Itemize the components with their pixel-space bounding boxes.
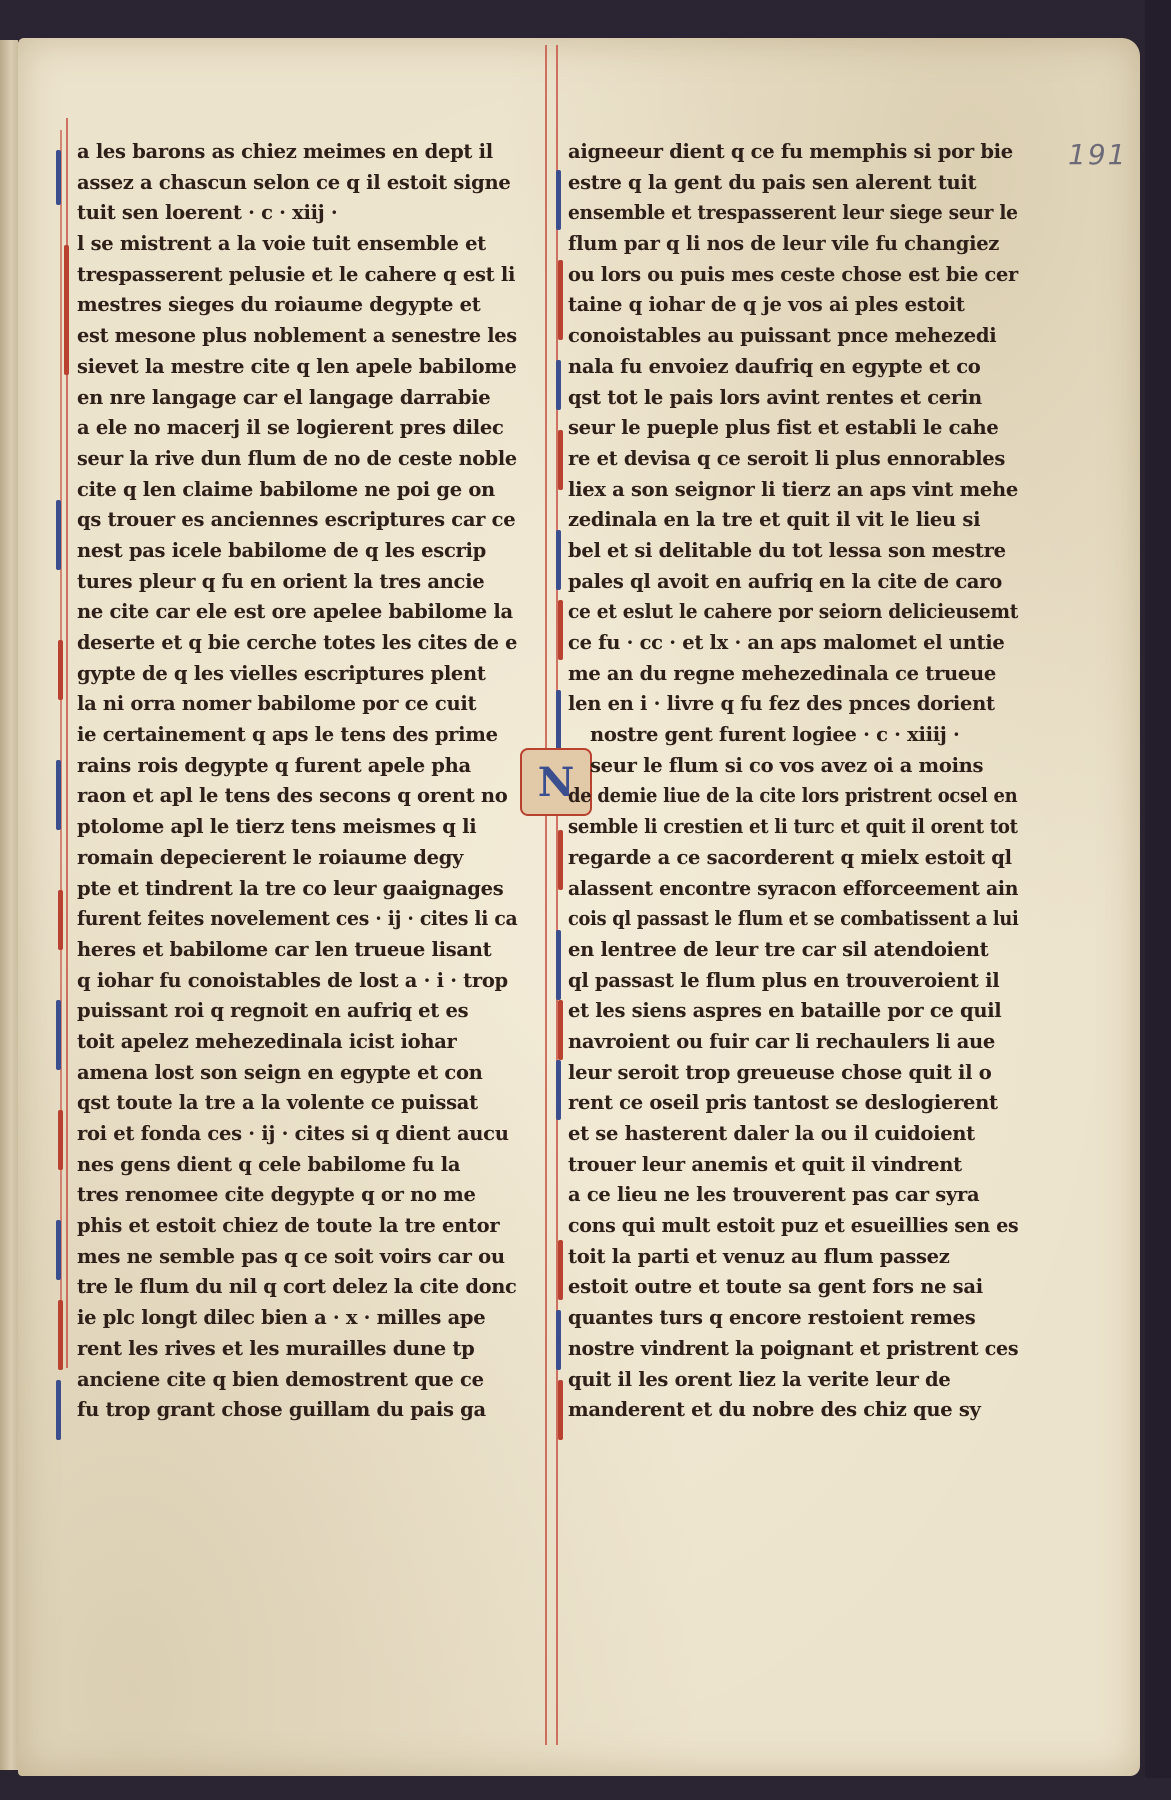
manuscript-line: amena lost son seign en egypte et con	[77, 1060, 483, 1084]
paragraph-marker	[56, 1380, 61, 1440]
manuscript-line: ensemble et trespasserent leur siege seur le	[568, 201, 1018, 225]
right-text-column	[568, 137, 1018, 1426]
manuscript-line: alassent encontre syracon efforceement ain	[568, 876, 1019, 900]
manuscript-line: conoistables au puissant pnce mehezedi	[568, 324, 997, 348]
background-bottom	[0, 1778, 1171, 1800]
manuscript-line: len en i · livre q fu fez des pnces dorient	[568, 692, 995, 716]
manuscript-line: pte et tindrent la tre co leur gaaignages	[77, 876, 504, 900]
manuscript-line: quit il les orent liez la verite leur de	[568, 1367, 951, 1391]
manuscript-line: ie certainement q aps le tens des prime	[77, 723, 498, 747]
paragraph-marker	[56, 150, 61, 205]
manuscript-line: ie plc longt dilec bien a · x · milles ape	[77, 1306, 486, 1330]
paragraph-marker	[56, 760, 61, 830]
manuscript-line: ce et eslut le cahere por seiorn delicieusemt	[568, 600, 1019, 624]
paragraph-marker	[556, 530, 561, 590]
manuscript-line: en nre langage car el langage darrabie	[77, 385, 491, 409]
decorated-initial: N	[520, 748, 592, 816]
manuscript-line: de demie liue de la cite lors pristrent ocsel en	[568, 784, 1018, 808]
paragraph-marker	[558, 830, 563, 890]
paragraph-marker	[56, 500, 61, 570]
manuscript-line: et les siens aspres en bataille por ce quil	[568, 999, 1002, 1023]
manuscript-line: raon et apl le tens des secons q orent no	[77, 784, 508, 808]
manuscript-line: nes gens dient q cele babilome fu la	[77, 1152, 461, 1176]
manuscript-line: manderent et du nobre des chiz que sy	[568, 1398, 981, 1422]
initial-letter-stroke	[64, 245, 69, 375]
manuscript-line: sievet la mestre cite q len apele babilome	[77, 354, 517, 378]
manuscript-line: flum par q li nos de leur vile fu changiez	[568, 232, 1000, 256]
manuscript-line: ne cite car ele est ore apelee babilome la	[77, 600, 513, 624]
manuscript-line: trespasserent pelusie et le cahere q est li	[77, 262, 516, 286]
manuscript-line: liex a son seignor li tierz an aps vint mehe	[568, 477, 1019, 501]
manuscript-line: heres et babilome car len trueue lisant	[77, 937, 492, 961]
manuscript-line: puissant roi q regnoit en aufriq et es	[77, 999, 469, 1023]
manuscript-line: nest pas icele babilome de q les escrip	[77, 538, 486, 562]
paragraph-marker	[556, 930, 561, 1000]
manuscript-line: seur la rive dun flum de no de ceste noble	[77, 446, 517, 470]
manuscript-line: qst tot le pais lors avint rentes et cerin	[568, 385, 982, 409]
paragraph-marker	[558, 260, 563, 340]
center-rule-left	[545, 45, 547, 1745]
manuscript-line: l se mistrent a la voie tuit ensemble et	[77, 232, 486, 256]
manuscript-line: tre le flum du nil q cort delez la cite donc	[77, 1275, 517, 1299]
manuscript-line: navroient ou fuir car li rechaulers li aue	[568, 1029, 996, 1053]
manuscript-line: qs trouer es anciennes escriptures car ce	[77, 508, 516, 532]
manuscript-line: aigneeur dient q ce fu memphis si por bie	[568, 140, 1013, 163]
manuscript-line: me an du regne mehezedinala ce trueue	[568, 661, 996, 685]
background-right	[1145, 0, 1171, 1800]
manuscript-line: ql passast le flum plus en trouveroient il	[568, 968, 1000, 992]
paragraph-marker	[556, 1310, 561, 1370]
manuscript-line: mes ne semble pas q ce soit voirs car ou	[77, 1244, 505, 1268]
manuscript-line: taine q iohar de q je vos ai ples estoit	[568, 293, 965, 317]
manuscript-line: la ni orra nomer babilome por ce cuit	[77, 692, 477, 716]
manuscript-line: seur le flum si co vos avez oi a moins	[590, 753, 984, 777]
manuscript-line: zedinala en la tre et quit il vit le lieu si	[568, 508, 981, 532]
manuscript-line: ptolome apl le tierz tens meismes q li	[77, 815, 477, 839]
paragraph-marker	[558, 1000, 563, 1060]
manuscript-line: semble li crestien et li turc et quit il orent tot	[568, 815, 1018, 839]
manuscript-line: nala fu envoiez daufriq en egypte et co	[568, 354, 981, 378]
paragraph-marker	[58, 1300, 63, 1370]
left-text-column	[77, 137, 517, 1426]
manuscript-line: tres renomee cite degypte q or no me	[77, 1183, 476, 1207]
manuscript-line: a les barons as chiez meimes en dept il	[77, 140, 493, 163]
manuscript-line: re et devisa q ce seroit li plus ennorables	[568, 446, 1006, 470]
manuscript-line: est mesone plus noblement a senestre les	[77, 324, 517, 348]
manuscript-line: cite q len claime babilome ne poi ge on	[77, 477, 495, 501]
manuscript-line: trouer leur anemis et quit il vindrent	[568, 1152, 962, 1176]
manuscript-line: seur le pueple plus fist et establi le cahe	[568, 416, 999, 440]
manuscript-line: a ce lieu ne les trouverent pas car syra	[568, 1183, 980, 1207]
paragraph-marker	[558, 600, 563, 660]
paragraph-marker	[58, 1110, 63, 1170]
manuscript-line: ce fu · cc · et lx · an aps malomet el untie	[568, 631, 1005, 654]
paragraph-marker	[56, 1220, 61, 1280]
manuscript-line: assez a chascun selon ce q il estoit signe	[77, 170, 511, 194]
manuscript-line: en lentree de leur tre car sil atendoient	[568, 937, 989, 961]
manuscript-line: leur seroit trop greueuse chose quit il o	[568, 1060, 992, 1084]
paragraph-marker	[58, 640, 63, 700]
manuscript-line: romain depecierent le roiaume degy	[77, 845, 464, 869]
background-top	[0, 0, 1171, 40]
manuscript-line: rent les rives et les murailles dune tp	[77, 1336, 475, 1360]
manuscript-line: furent feites novelement ces · ij · cites li ca	[77, 907, 518, 931]
manuscript-line: et se hasterent daler la ou il cuidoient	[568, 1122, 975, 1145]
manuscript-line: roi et fonda ces · ij · cites si q dient aucu	[77, 1122, 509, 1145]
folio-number: 191	[1068, 138, 1128, 171]
paragraph-marker	[556, 170, 561, 230]
manuscript-line: cois ql passast le flum et se combatissent a lui	[568, 907, 1019, 931]
manuscript-line: deserte et q bie cerche totes les cites de e	[77, 631, 518, 654]
paragraph-marker	[558, 1380, 563, 1440]
manuscript-line: tuit sen loerent · c · xiij ·	[77, 201, 338, 225]
manuscript-line: phis et estoit chiez de toute la tre entor	[77, 1214, 500, 1238]
manuscript-line: estre q la gent du pais sen alerent tuit	[568, 170, 977, 194]
manuscript-line: bel et si delitable du tot lessa son mestre	[568, 538, 1006, 562]
manuscript-line: fu trop grant chose guillam du pais ga	[77, 1398, 486, 1422]
manuscript-line: mestres sieges du roiaume degypte et	[77, 293, 481, 317]
manuscript-line: estoit outre et toute sa gent fors ne sai	[568, 1275, 983, 1299]
manuscript-line: pales ql avoit en aufriq en la cite de caro	[568, 569, 1002, 593]
manuscript-line: rent ce oseil pris tantost se deslogierent	[568, 1091, 998, 1115]
manuscript-line: anciene cite q bien demostrent que ce	[77, 1367, 484, 1391]
paragraph-marker	[56, 1000, 61, 1070]
paragraph-marker	[558, 1240, 563, 1300]
manuscript-line: regarde a ce sacorderent q mielx estoit ql	[568, 845, 1012, 869]
paragraph-marker	[58, 890, 63, 950]
manuscript-line: toit apelez mehezedinala icist iohar	[77, 1029, 457, 1053]
manuscript-line: a ele no macerj il se logierent pres dilec	[77, 416, 504, 440]
manuscript-line: cons qui mult estoit puz et esueillies sen es	[568, 1214, 1019, 1238]
manuscript-line: rains rois degypte q furent apele pha	[77, 753, 471, 777]
manuscript-line: ou lors ou puis mes ceste chose est bie cer	[568, 262, 1018, 286]
manuscript-line: qst toute la tre a la volente ce puissat	[77, 1091, 478, 1115]
paragraph-marker	[558, 430, 563, 490]
paragraph-marker	[556, 360, 561, 410]
manuscript-line: q iohar fu conoistables de lost a · i · trop	[77, 968, 508, 992]
manuscript-line: nostre vindrent la poignant et pristrent ces	[568, 1336, 1019, 1360]
manuscript-line: tures pleur q fu en orient la tres ancie	[77, 569, 485, 593]
manuscript-line: gypte de q les vielles escriptures plent	[77, 661, 486, 685]
manuscript-line: quantes turs q encore restoient remes	[568, 1306, 976, 1330]
paragraph-marker	[556, 1060, 561, 1120]
manuscript-line: nostre gent furent logiee · c · xiiij ·	[590, 723, 960, 747]
manuscript-line: toit la parti et venuz au flum passez	[568, 1244, 950, 1268]
previous-leaf-edge	[0, 40, 18, 1770]
